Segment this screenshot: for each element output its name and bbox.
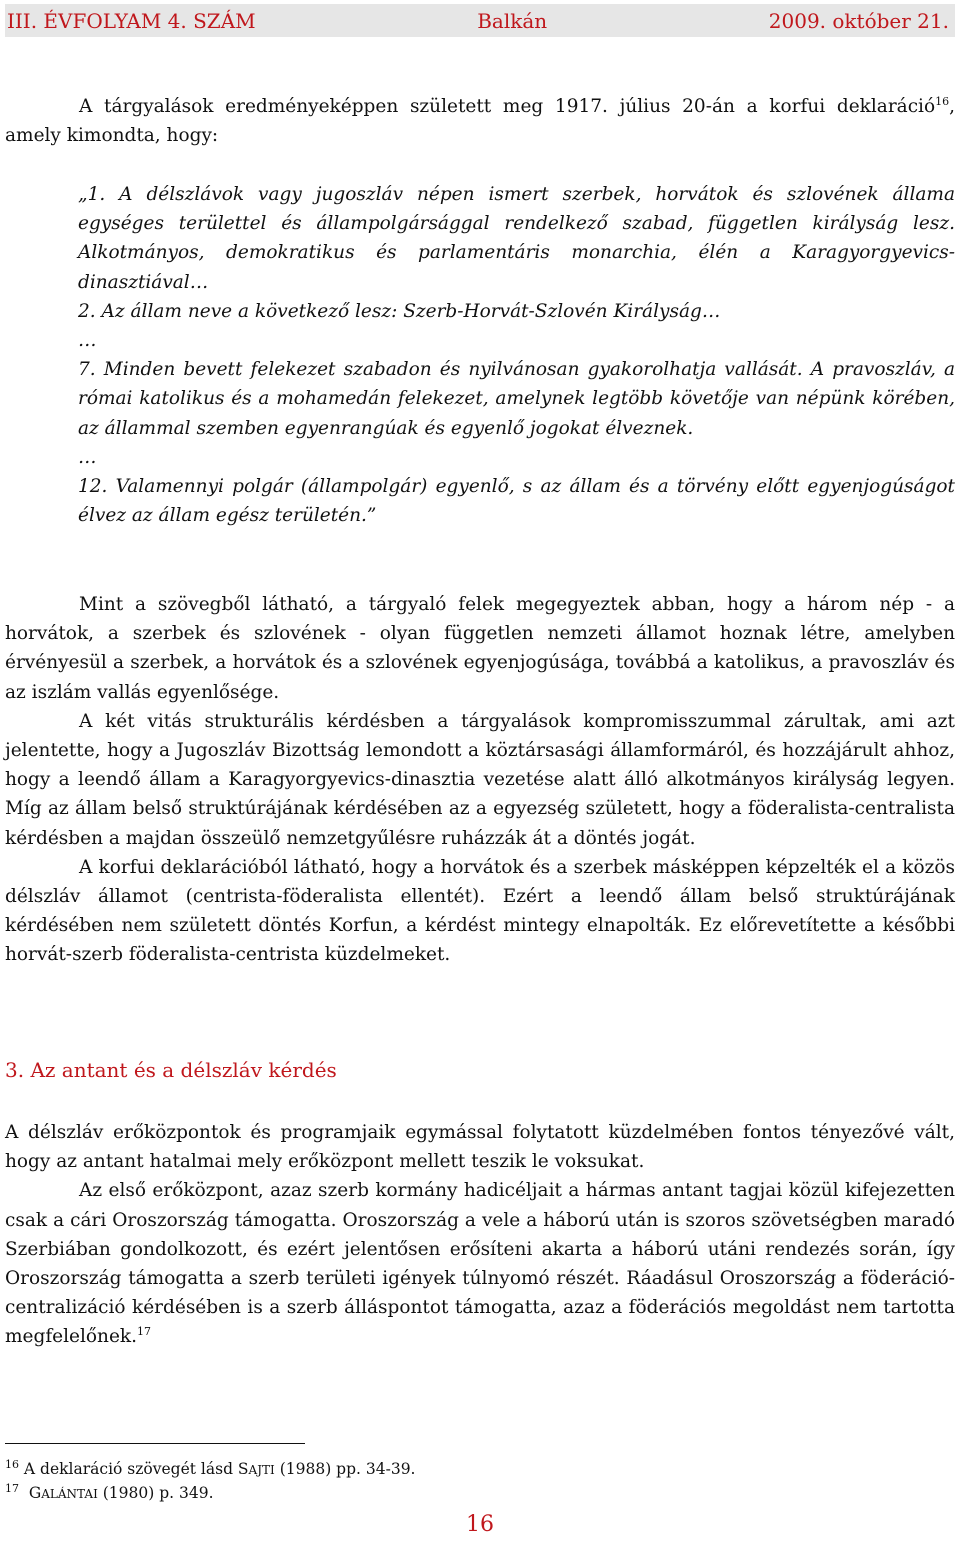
section-paragraph-2 bbox=[5, 1176, 955, 1351]
footnote-16-author-rest: AJTI bbox=[248, 1463, 275, 1477]
footnote-17-author-initial: G bbox=[28, 1484, 42, 1502]
footnote-separator bbox=[5, 1443, 305, 1444]
footnote-16-citation: (1988) pp. 34-39. bbox=[274, 1460, 416, 1478]
running-header bbox=[5, 4, 955, 37]
footnote-ref-17[interactable]: 17 bbox=[137, 1325, 152, 1339]
header-date: 2009. október 21. bbox=[768, 8, 949, 33]
quote-point-12: 12. Valamennyi polgár (állampolgár) egyenlő, s az állam és a törvény előtt egyenjogúságot élvez az állam egész területén.” bbox=[78, 476, 955, 527]
header-volume: III. ÉVFOLYAM 4. SZÁM bbox=[7, 8, 256, 33]
analysis-paragraph-2: A két vitás strukturális kérdésben a tárgyalások kompromisszummal zárultak, ami azt jelentette, hogy a Jugoszláv Bizottság lemondott a köztársasági államformáról, és hozzájárult ahhoz, hogy a leendő állam a Karagyorgyevics-dinasztia vezetése alatt álló alkotmányos királyság legyen. Míg az állam belső struktúrájának kérdésében az a egyezség született, hogy a föderalista-centralista kérdésben a majdan összeülő nemzetgyűlésre ruházzák át a döntés jogát. bbox=[5, 710, 955, 849]
quote-point-2: 2. Az állam neve a következő lesz: Szerb-Horvát-Szlovén Királyság… bbox=[78, 300, 721, 322]
section-text bbox=[5, 1118, 955, 1352]
page-number: 16 bbox=[466, 1512, 494, 1537]
footnote-ref-16[interactable]: 16 bbox=[935, 94, 950, 108]
footnote-16-number: 16 bbox=[5, 1457, 19, 1471]
footnote-17-citation: (1980) p. 349. bbox=[97, 1484, 214, 1502]
intro-text: A tárgyalások eredményeképpen született meg 1917. július 20-án a korfui deklaráció bbox=[79, 96, 936, 117]
analysis-paragraph-1: Mint a szövegből látható, a tárgyaló felek megegyeztek abban, hogy a három nép - a horvátok, a szerbek és szlovének - olyan független nemzeti államot hoznak létre, amelyben érvényesül a szerbek, a horvátok és a szlovének egyenjogúsága, továbbá a katolikus, a pravoszláv és az iszlám vallás egyenlősége. bbox=[5, 594, 955, 703]
footnote-17-author-rest: ALÁNTAI bbox=[41, 1487, 98, 1501]
declaration-quote bbox=[78, 180, 955, 530]
footnote-16 bbox=[5, 1457, 416, 1478]
footnote-17-number: 17 bbox=[5, 1481, 19, 1495]
section-heading: 3. Az antant és a délszláv kérdés bbox=[5, 1058, 337, 1082]
intro-paragraph bbox=[5, 92, 955, 150]
footnote-16-text: A deklaráció szövegét lásd bbox=[19, 1460, 238, 1478]
quote-ellipsis-1: … bbox=[78, 330, 97, 352]
section-paragraph-1: A délszláv erőközpontok és programjaik egymással folytatott küzdelmében fontos tényezővé vált, hogy az antant hatalmai mely erőközpont mellett teszik le voksukat. bbox=[5, 1122, 955, 1173]
header-title: Balkán bbox=[477, 8, 548, 33]
footnote-17 bbox=[5, 1481, 214, 1502]
footnote-16-author-initial: S bbox=[237, 1460, 249, 1478]
intro-tail: , amely kimondta, hogy: bbox=[5, 96, 955, 147]
quote-point-7: 7. Minden bevett felekezet szabadon és nyilvánosan gyakorolhatja vallását. A pravoszláv, a római katolikus és a mohamedán felekezet, amelynek legtöbb követője van népünk körében, az állammal szemben egyenrangúak és egyenlő jogokat élveznek. bbox=[78, 359, 955, 439]
quote-point-1: „1. A délszlávok vagy jugoszláv népen ismert szerbek, horvátok és szlovének állama egységes területtel és állampolgársággal rendelkező szabad, független királyság lesz. Alkotmányos, demokratikus és parlamentáris monarchia, élén a Karagyorgyevics-dinasztiával… bbox=[78, 184, 955, 293]
analysis-text bbox=[5, 590, 955, 970]
analysis-paragraph-3: A korfui deklarációból látható, hogy a horvátok és a szerbek másképpen képzelték el a közös délszláv államot (centrista-föderalista ellentét). Ezért a leendő állam belső struktúrájának kérdésében nem született döntés Korfun, a kérdést mintegy elnapolták. Ez előrevetítette a későbbi horvát-szerb föderalista-centrista küzdelmeket. bbox=[5, 856, 955, 966]
quote-ellipsis-2: … bbox=[78, 446, 97, 468]
section-paragraph-2-text: Az első erőközpont, azaz szerb kormány hadicéljait a hármas antant tagjai közül kifejezetten csak a cári Oroszország támogatta. Oroszország a vele a háború után is szoros szövetségben maradó Szerbiában gondolkozott, és ezért jelentősen erősíteni akarta a háború utáni rendezés során, így Oroszország támogatta a szerb területi igények túlnyomó részét. Ráadásul Oroszország a föderáció-centralizáció kérdésében is a szerb álláspontot támogatta, azaz a föderációs megoldást nem tartotta megfelelőnek. bbox=[5, 1180, 955, 1348]
